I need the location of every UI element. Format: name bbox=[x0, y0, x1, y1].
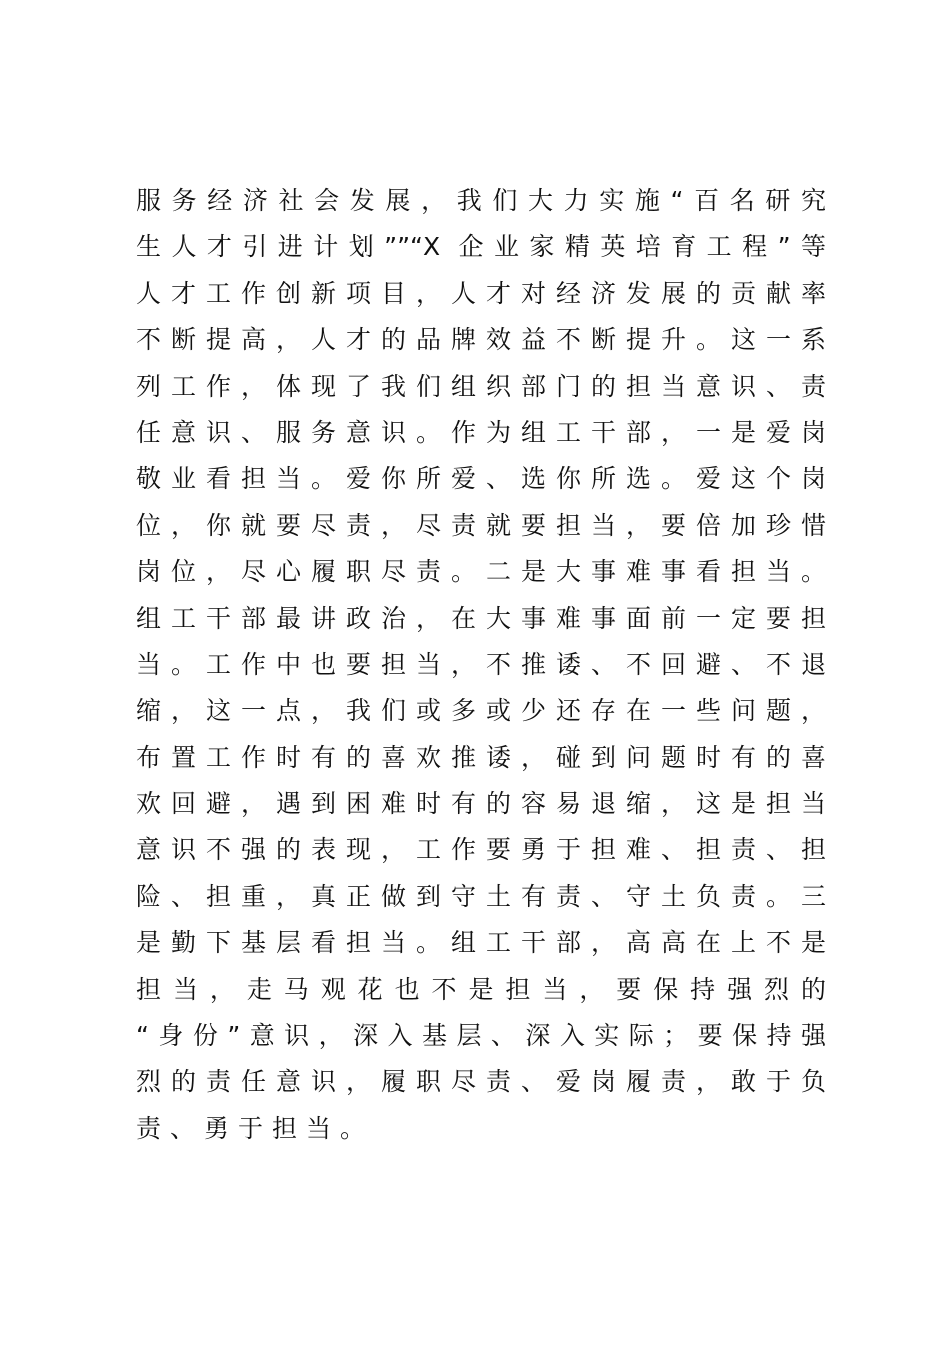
text-line: 列工作，体现了我们组织部门的担当意识、责 bbox=[136, 371, 826, 401]
text-line: 当。工作中也要担当，不推诿、不回避、不退 bbox=[136, 649, 826, 679]
text-line: 组工干部最讲政治，在大事难事面前一定要担 bbox=[136, 603, 826, 633]
text-line: 担当，走马观花也不是担当，要保持强烈的 bbox=[136, 974, 826, 1004]
text-line: 缩，这一点，我们或多或少还存在一些问题， bbox=[136, 696, 826, 726]
text-line: 布置工作时有的喜欢推诿，碰到问题时有的喜 bbox=[136, 742, 826, 772]
text-line: 责、勇于担当。 bbox=[136, 1113, 375, 1143]
text-line: 服务经济社会发展，我们大力实施“百名研究 bbox=[136, 186, 826, 215]
text-line: 不断提高，人才的品牌效益不断提升。这一系 bbox=[136, 325, 826, 355]
text-line: 意识不强的表现，工作要勇于担难、担责、担 bbox=[136, 835, 826, 865]
body-paragraph bbox=[136, 178, 826, 1152]
text-line: 是勤下基层看担当。组工干部，高高在上不是 bbox=[136, 928, 826, 958]
text-line: 烈的责任意识，履职尽责、爱岗履责，敢于负 bbox=[136, 1067, 826, 1097]
text-line: “身份”意识，深入基层、深入实际；要保持强 bbox=[136, 1021, 826, 1051]
text-line: 欢回避，遇到困难时有的容易退缩，这是担当 bbox=[136, 789, 826, 819]
text-line: 敬业看担当。爱你所爱、选你所选。爱这个岗 bbox=[136, 464, 826, 494]
text-line: 人才工作创新项目，人才对经济发展的贡献率 bbox=[136, 278, 826, 308]
text-line: 生人才引进计划””“X 企业家精英培育工程”等 bbox=[136, 232, 826, 262]
text-line: 险、担重，真正做到守土有责、守土负责。三 bbox=[136, 881, 826, 911]
text-line: 岗位，尽心履职尽责。二是大事难事看担当。 bbox=[136, 557, 826, 587]
text-line: 位，你就要尽责，尽责就要担当，要倍加珍惜 bbox=[136, 510, 826, 540]
text-line: 任意识、服务意识。作为组工干部，一是爱岗 bbox=[136, 417, 826, 447]
